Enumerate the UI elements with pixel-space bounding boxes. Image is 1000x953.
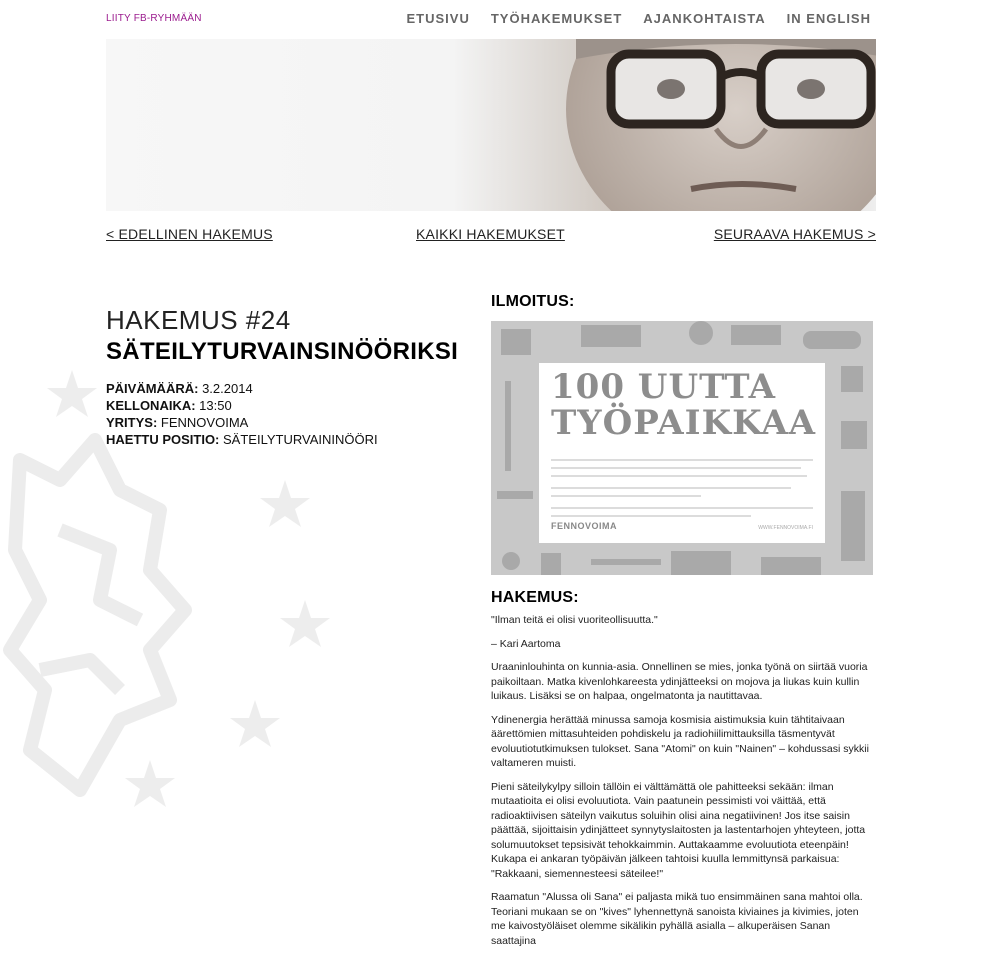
meta-date: [106, 380, 476, 397]
next-application-link[interactable]: SEURAAVA HAKEMUS >: [713, 226, 876, 242]
ad-brand: FENNOVOIMA: [551, 521, 618, 531]
application-summary: [106, 305, 476, 448]
ad-text-line: [551, 475, 807, 477]
nav-in-english[interactable]: IN ENGLISH: [786, 11, 871, 26]
letter-heading: HAKEMUS:: [491, 589, 579, 606]
ad-headline-line1: 100 UUTTA: [551, 367, 777, 407]
ad-text-line: [551, 495, 701, 497]
meta-date-label: PÄIVÄMÄÄRÄ:: [106, 381, 199, 396]
nav-ajankohtaista[interactable]: AJANKOHTAISTA: [643, 11, 766, 26]
meta-date-value: 3.2.2014: [202, 381, 253, 396]
ad-headline-line2: TYÖPAIKKAA: [551, 403, 817, 443]
letter-body: [491, 613, 876, 948]
application-number: HAKEMUS #24: [106, 305, 291, 335]
letter-paragraph: – Kari Aartoma: [491, 637, 561, 650]
ad-text-line: [551, 459, 813, 461]
application-content: [491, 293, 876, 953]
top-bar: [106, 0, 876, 38]
ad-text-line: [551, 467, 801, 469]
meta-position: [106, 431, 476, 448]
meta-time: [106, 397, 476, 414]
face-photo-icon: [106, 39, 876, 211]
meta-company-label: YRITYS:: [106, 415, 158, 430]
fb-group-link[interactable]: LIITY FB-RYHMÄÄN: [106, 13, 202, 24]
letter-paragraph: "Ilman teitä ei olisi vuoriteollisuutta.": [491, 614, 658, 626]
job-ad-image[interactable]: [491, 321, 873, 575]
hero-photo: [106, 39, 876, 211]
letter-paragraph: Raamatun "Alussa oli Sana" ei paljasta mikä tuo ensimmäinen sana mahtoi olla. Teoriani mukaan se on "kives" lyhennettynä sanoista kiviaines ja kivimies, joten me kaivostyöläiset olemme sikälikin pyhällä asialla – alkuperäisen Sanan saattajina: [491, 891, 863, 947]
letter-paragraph: Ydinenergia herättää minussa samoja kosmisia aistimuksia kuin tähtitaivaan äärettömien mittasuhteiden pohdiskelu ja radiohiilimittauksilla täsmentyvät evoluutiotutkimuksen tulokset. Sana "Atomi" on kuin "Nainen" – kohdussasi sykkii valtameren muisti.: [491, 713, 869, 769]
meta-time-label: KELLONAIKA:: [106, 398, 196, 413]
all-applications-link[interactable]: KAIKKI HAKEMUKSET: [416, 226, 565, 242]
meta-position-label: HAETTU POSITIO:: [106, 432, 220, 447]
nav-tyohakemukset[interactable]: TYÖHAKEMUKSET: [490, 11, 623, 26]
application-meta: [106, 380, 476, 448]
ad-text-line: [551, 487, 791, 489]
letter-paragraph: Uraaninlouhinta on kunnia-asia. Onnellinen se mies, jonka työnä on siirtää vuoria paikoiltaan. Matka kivenlohkareesta ydinjätteeksi on mojova ja liukas kuin kullin luikaus. Lisäksi se on halpaa, ongelmatonta ja nautittavaa.: [491, 661, 868, 702]
prev-application-link[interactable]: < EDELLINEN HAKEMUS: [106, 226, 273, 242]
ad-panel: [539, 363, 825, 543]
meta-position-value: SÄTEILYTURVAININÖÖRI: [223, 432, 378, 447]
application-pager: [106, 226, 876, 246]
ad-site: WWW.FENNOVOIMA.FI: [758, 525, 813, 531]
letter-paragraph: Pieni säteilykylpy silloin tällöin ei välttämättä ole pahitteeksi sekään: ilman mutaatioita ei olisi evoluutiota. Vain paatunein pessimisti voi väittää, että radioaktiivisen säteilyn vaikutus soluihin olisi aina negatiivinen! Jos itse saisin päättää, sijoittaisin ydinjätteet synnytyslaitosten ja lastentarhojen yhteyteen, jotta solumuutokset tepsisivät tehokkaimmin. Auttakaamme evoluutiota eteenpäin! Kukapa ei ankaran työpäivän jälkeen tahtoisi kuulla lemmittynsä parkaisua: "Rakkaani, siemennesteesi säteilee!": [491, 780, 866, 880]
meta-company-value: FENNOVOIMA: [160, 415, 249, 430]
nav-etusivu[interactable]: ETUSIVU: [406, 11, 470, 26]
meta-company: [106, 414, 476, 431]
application-title: SÄTEILYTURVAINSINÖÖRIKSI: [106, 338, 459, 365]
ad-text-line: [551, 507, 813, 509]
ad-headline: [551, 369, 816, 441]
ad-text-line: [551, 515, 751, 517]
main-nav: [407, 11, 872, 26]
ad-heading: ILMOITUS:: [491, 293, 575, 310]
meta-time-value: 13:50: [199, 398, 232, 413]
